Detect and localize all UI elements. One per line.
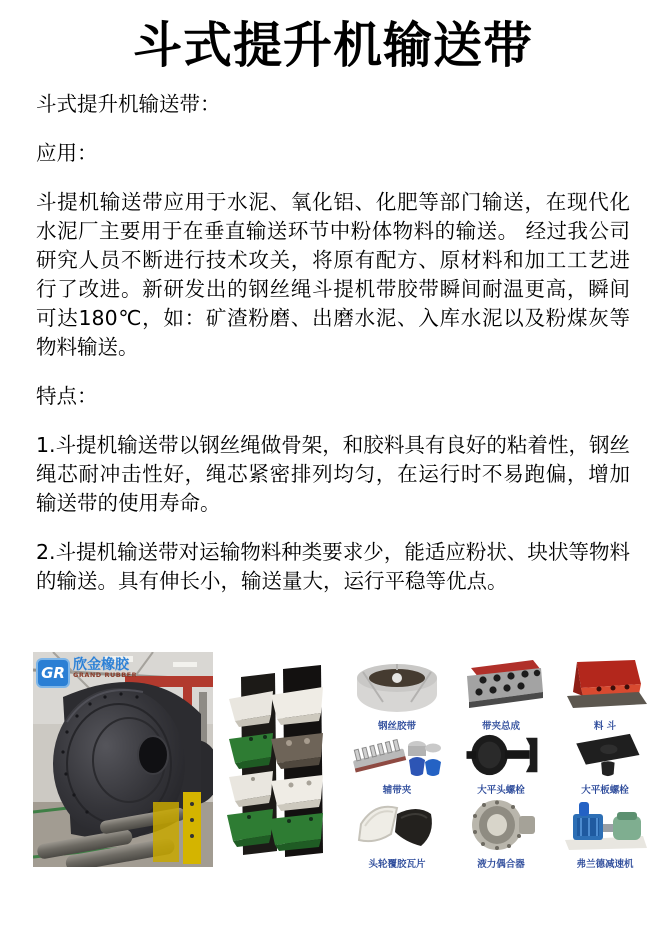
product-card: [553, 732, 657, 796]
page-title: 斗式提升机输送带: [132, 17, 533, 74]
flat-plate-bolt-icon: [559, 732, 651, 778]
product-card: [449, 658, 553, 732]
logo-english-name: GRAND RUBBER: [73, 671, 138, 679]
product-card: [345, 658, 449, 732]
hopper-icon: [561, 658, 649, 714]
product-card: [345, 732, 449, 796]
logo-chinese-name: 欣金橡胶: [73, 657, 129, 673]
accessory-grid: [345, 658, 657, 870]
product-card: [553, 796, 657, 870]
product-label: 钢丝胶带: [377, 721, 416, 732]
application-paragraph: 斗提机输送带应用于水泥、氧化铝、化肥等部门输送，在现代化水泥厂主要用于在垂直输送环节中粉体物料的输送。 经过我公司研究人员不断进行技术攻关，将原有配方、原材料和加工工艺进行了改进。新研发出的钢丝绳斗提机带胶带瞬间耐温更高，瞬间可达180℃，如：矿渣粉磨、出磨水泥、入库水泥以及粉煤灰等物料输送。: [36, 189, 630, 359]
features-heading: 特点：: [36, 383, 98, 408]
product-label: 大平头螺栓: [477, 785, 525, 796]
product-card: [449, 732, 553, 796]
rubber-lagging-tile-icon: [351, 800, 443, 852]
article-body: [0, 78, 666, 596]
product-card: [449, 796, 553, 870]
intro-line: 斗式提升机输送带：: [36, 91, 221, 116]
bucket-display-photo: [225, 663, 337, 863]
flender-reducer-icon: [559, 798, 651, 852]
flat-head-bolt-icon: [455, 732, 547, 778]
application-heading: 应用：: [36, 140, 98, 165]
product-label: 弗兰德减速机: [576, 859, 634, 870]
product-gallery: [0, 650, 666, 880]
product-label: 辅带夹: [382, 785, 412, 796]
belt-roll-photo: [33, 652, 213, 867]
product-label: 头轮覆胶瓦片: [368, 859, 426, 870]
logo-gr-icon: GR: [36, 658, 70, 688]
brand-logo: [36, 658, 137, 688]
product-label: 带夹总成: [481, 721, 520, 732]
wrapped-belt-roll-icon: [353, 662, 441, 714]
auxiliary-belt-clamp-icon: [351, 732, 443, 778]
product-label: 料 斗: [593, 721, 617, 732]
belt-clamp-assembly-icon: [455, 658, 547, 714]
product-card: [553, 658, 657, 732]
bucket-display-illustration: [225, 663, 337, 863]
product-label: 大平板螺栓: [581, 785, 629, 796]
product-card: [345, 796, 449, 870]
fluid-coupling-icon: [455, 798, 547, 852]
product-label: 液力偶合器: [477, 859, 525, 870]
feature-item-2: 2.斗提机输送带对运输物料种类要求少，能适应粉状、块状等物料的输送。具有伸长小，输送量大，运行平稳等优点。: [36, 539, 630, 593]
feature-item-1: 1.斗提机输送带以钢丝绳做骨架，和胶料具有良好的粘着性，钢丝绳芯耐冲击性好，绳芯紧密排列均匀，在运行时不易跑偏，增加输送带的使用寿命。: [36, 432, 630, 515]
